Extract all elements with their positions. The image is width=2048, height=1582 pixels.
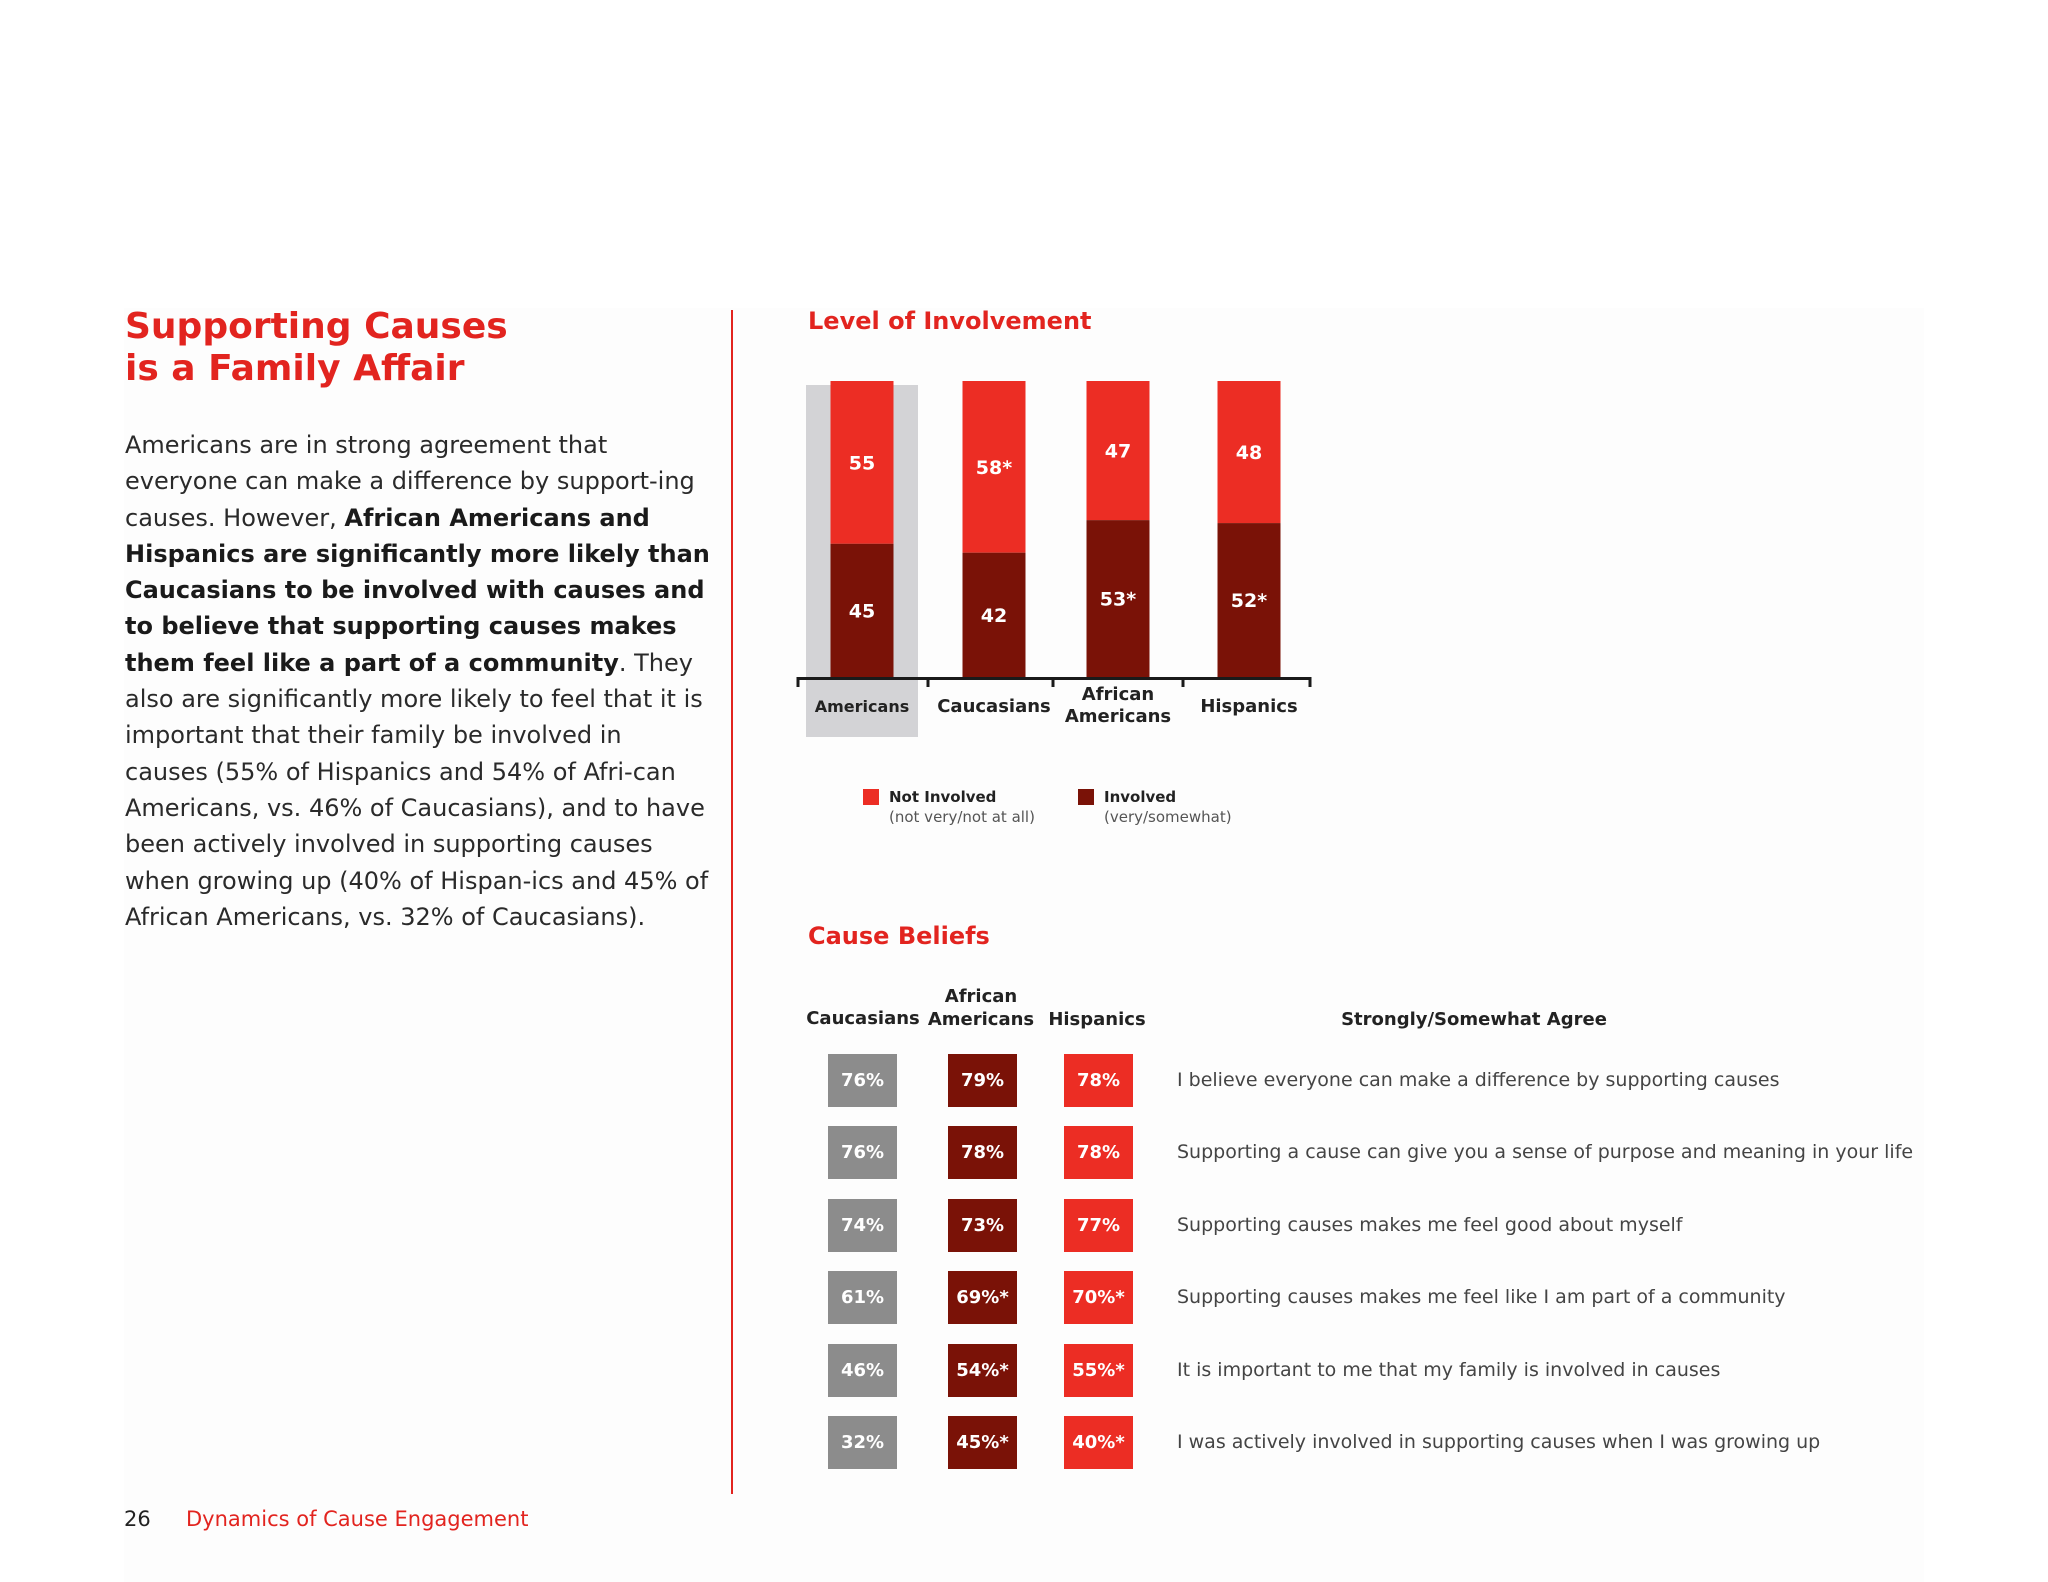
belief-statement: Supporting causes makes me feel good about myself — [1177, 1214, 1683, 1236]
column-header-line: Strongly/Somewhat Agree — [1341, 1009, 1607, 1030]
belief-value-hispanics: 78% — [1064, 1126, 1133, 1179]
column-header-line: African — [944, 986, 1018, 1007]
article-title — [125, 306, 725, 390]
data-label-involved-african-americans: 53* — [1099, 588, 1137, 611]
category-label-hispanics: Hispanics — [1200, 696, 1298, 717]
article-body-text: . They also are significantly more likely to feel that it is important that their family be involved in causes (55% of Hispanics and 54% of Afri-can Americans, vs. 46% of Caucasians), and to have been actively involved in supporting causes when growing up (40% of Hispan-ics and 45% of African Americans, vs. 32% of Caucasians). — [125, 648, 709, 931]
cause-beliefs-title: Cause Beliefs — [808, 922, 990, 950]
article-body-text: Americans are in strong agreement that everyone can make a difference by support-ing causes. However, — [125, 431, 695, 532]
belief-value-african-americans: 54%* — [948, 1344, 1017, 1397]
legend-sub-not-involved: (not very/not at all) — [889, 808, 1035, 826]
column-divider — [731, 310, 733, 1494]
article-body-emphasis: African Americans and Hispanics are significantly more likely than Caucasians to be involved with causes and to believe that supporting causes makes them feel like a part of a community — [125, 503, 710, 677]
belief-value-caucasians: 46% — [828, 1344, 897, 1397]
data-label-not-involved-hispanics: 48 — [1235, 442, 1263, 465]
belief-statement: I was actively involved in supporting causes when I was growing up — [1177, 1431, 1821, 1453]
belief-value-caucasians: 76% — [828, 1126, 897, 1179]
data-label-involved-americans: 45 — [848, 600, 876, 623]
belief-statement: Supporting a cause can give you a sense of purpose and meaning in your life — [1177, 1141, 1914, 1163]
column-header-line: Caucasians — [806, 1008, 920, 1029]
belief-value-caucasians: 61% — [828, 1271, 897, 1324]
legend-label-involved: Involved — [1104, 788, 1177, 806]
belief-value-hispanics: 77% — [1064, 1199, 1133, 1252]
belief-row — [828, 1126, 1928, 1180]
legend-sub-involved: (very/somewhat) — [1104, 808, 1232, 826]
belief-value-african-americans: 69%* — [948, 1271, 1017, 1324]
footer-page-number: 26 — [124, 1507, 151, 1531]
belief-row — [828, 1054, 1928, 1108]
column-header-caucasians — [800, 1007, 926, 1030]
belief-value-caucasians: 74% — [828, 1199, 897, 1252]
involvement-chart-title: Level of Involvement — [808, 307, 1092, 335]
data-label-involved-hispanics: 52* — [1230, 590, 1268, 613]
involvement-chart — [790, 370, 1350, 750]
belief-row — [828, 1344, 1928, 1398]
belief-statement: It is important to me that my family is involved in causes — [1177, 1359, 1721, 1381]
belief-value-african-americans: 45%* — [948, 1416, 1017, 1469]
article-title-line-2: is a Family Affair — [125, 348, 465, 389]
column-header-line: Hispanics — [1048, 1009, 1146, 1030]
belief-value-caucasians: 76% — [828, 1054, 897, 1107]
belief-value-caucasians: 32% — [828, 1416, 897, 1469]
belief-row — [828, 1271, 1928, 1325]
belief-value-african-americans: 73% — [948, 1199, 1017, 1252]
belief-row — [828, 1416, 1928, 1470]
legend-swatch-not-involved — [863, 789, 879, 805]
belief-statement: Supporting causes makes me feel like I am part of a community — [1177, 1286, 1786, 1308]
data-label-not-involved-americans: 55 — [848, 452, 876, 475]
footer-publication-title: Dynamics of Cause Engagement — [186, 1507, 529, 1531]
column-header-agree — [1270, 1008, 1678, 1031]
column-header-hispanics — [1034, 1008, 1160, 1031]
category-label-african-americans: African — [1081, 684, 1155, 705]
belief-value-hispanics: 40%* — [1064, 1416, 1133, 1469]
belief-row — [828, 1199, 1928, 1253]
category-label-african-americans: Americans — [1064, 706, 1172, 727]
article-title-line-1: Supporting Causes — [125, 306, 508, 347]
legend-swatch-involved — [1078, 789, 1094, 805]
data-label-not-involved-african-americans: 47 — [1104, 440, 1132, 463]
data-label-not-involved-caucasians: 58* — [975, 456, 1013, 479]
belief-value-african-americans: 78% — [948, 1126, 1017, 1179]
category-label-americans: Americans — [814, 697, 910, 716]
belief-value-hispanics: 70%* — [1064, 1271, 1133, 1324]
column-header-line: Americans — [927, 1009, 1035, 1030]
category-label-caucasians: Caucasians — [937, 696, 1051, 717]
belief-value-african-americans: 79% — [948, 1054, 1017, 1107]
article-body — [125, 427, 710, 935]
data-label-involved-caucasians: 42 — [980, 604, 1008, 627]
belief-statement: I believe everyone can make a difference by supporting causes — [1177, 1069, 1780, 1091]
column-header-african-americans — [918, 985, 1044, 1031]
legend-label-not-involved: Not Involved — [889, 788, 997, 806]
belief-value-hispanics: 55%* — [1064, 1344, 1133, 1397]
belief-value-hispanics: 78% — [1064, 1054, 1133, 1107]
